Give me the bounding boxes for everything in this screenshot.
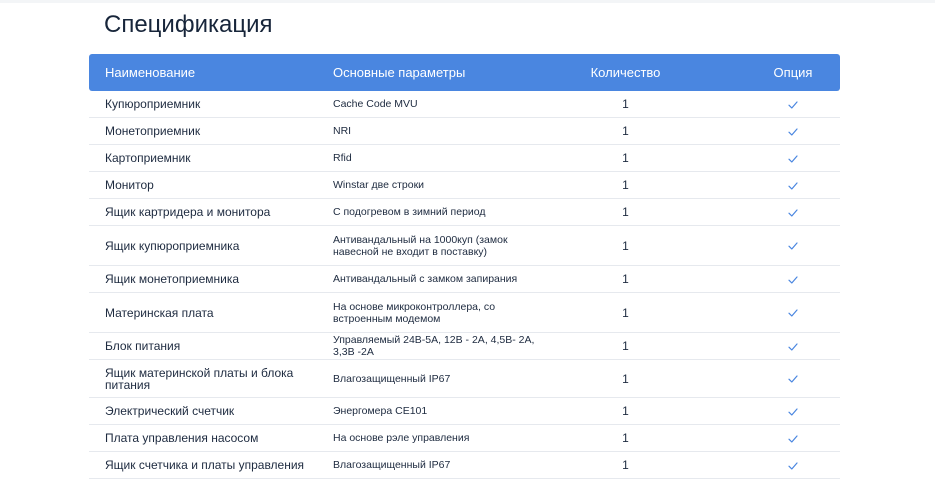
header-qty: Количество <box>590 65 661 80</box>
cell-option <box>696 458 840 472</box>
check-icon <box>788 127 798 137</box>
cell-option <box>696 124 840 138</box>
header-name: Наименование <box>105 65 196 80</box>
spec-table <box>89 54 840 479</box>
cell-option <box>696 372 840 386</box>
cell-params: На основе микроконтроллера, со встроенным модемом <box>333 300 496 325</box>
cell-params: Антивандальный на 1000куп (замок навесной не входит в поставку) <box>333 233 508 258</box>
table-row <box>89 145 840 172</box>
cell-qty: 1 <box>622 205 629 219</box>
check-icon <box>788 154 798 164</box>
cell-option <box>696 306 840 320</box>
table-row <box>89 360 840 398</box>
check-icon <box>788 241 798 251</box>
cell-option <box>696 178 840 192</box>
table-row <box>89 199 840 226</box>
cell-option <box>696 239 840 253</box>
cell-params: Влагозащищенный IP67 <box>333 459 451 471</box>
cell-qty: 1 <box>622 371 629 386</box>
table-row <box>89 172 840 199</box>
table-row <box>89 266 840 293</box>
top-strip <box>0 0 935 3</box>
table-header <box>89 54 840 91</box>
cell-params: Энергомера CE101 <box>333 405 428 417</box>
cell-params: С подогревом в зимний период <box>333 206 486 218</box>
cell-params: На основе рэле управления <box>333 432 470 444</box>
cell-option <box>696 272 840 286</box>
cell-name: Электрический счетчик <box>105 404 235 418</box>
cell-option <box>696 151 840 165</box>
cell-params: Влагозащищенный IP67 <box>333 372 451 385</box>
cell-qty: 1 <box>622 124 629 138</box>
table-row <box>89 91 840 118</box>
cell-qty: 1 <box>622 178 629 192</box>
check-icon <box>788 434 798 444</box>
cell-qty: 1 <box>622 272 629 286</box>
cell-params: Cache Code MVU <box>333 98 418 110</box>
cell-params: Rfid <box>333 152 352 164</box>
table-row <box>89 398 840 425</box>
table-row <box>89 333 840 360</box>
check-icon <box>788 342 798 352</box>
cell-name: Монитор <box>105 178 154 192</box>
cell-name: Ящик монетоприемника <box>105 272 240 286</box>
check-icon <box>788 275 798 285</box>
table-body <box>89 91 840 479</box>
cell-name: Картоприемник <box>105 151 191 165</box>
cell-option <box>696 431 840 445</box>
cell-option <box>696 339 840 353</box>
table-row <box>89 452 840 479</box>
cell-qty: 1 <box>622 151 629 165</box>
cell-params: Антивандальный с замком запирания <box>333 273 518 285</box>
check-icon <box>788 181 798 191</box>
cell-name: Ящик картридера и монитора <box>105 205 271 219</box>
check-icon <box>788 208 798 218</box>
cell-name: Плата управления насосом <box>105 431 259 445</box>
cell-name: Ящик купюроприемника <box>105 238 240 253</box>
cell-name: Ящик материнской платы и блока питания <box>105 365 294 392</box>
cell-qty: 1 <box>622 404 629 418</box>
cell-qty: 1 <box>622 458 629 472</box>
check-icon <box>788 308 798 318</box>
cell-option <box>696 205 840 219</box>
check-icon <box>788 100 798 110</box>
cell-qty: 1 <box>622 97 629 111</box>
cell-name: Монетоприемник <box>105 124 201 138</box>
check-icon <box>788 461 798 471</box>
cell-name: Блок питания <box>105 339 181 353</box>
page-title: Спецификация <box>104 11 273 38</box>
table-row <box>89 425 840 452</box>
cell-qty: 1 <box>622 238 629 253</box>
table-row <box>89 293 840 333</box>
cell-params: NRI <box>333 125 352 137</box>
cell-qty: 1 <box>622 431 629 445</box>
cell-name: Купюроприемник <box>105 97 201 111</box>
check-icon <box>788 374 798 384</box>
cell-qty: 1 <box>622 305 629 320</box>
cell-name: Ящик счетчика и платы управления <box>105 458 305 472</box>
cell-qty: 1 <box>622 339 629 353</box>
header-params: Основные параметры <box>333 65 466 80</box>
header-option: Опция <box>773 65 813 80</box>
cell-params: Управляемый 24В-5А, 12В - 2А, 4,5В- 2А, 3,3В -2А <box>333 334 535 358</box>
cell-params: Winstar две строки <box>333 179 425 191</box>
table-row <box>89 118 840 145</box>
cell-option <box>696 97 840 111</box>
table-row <box>89 226 840 266</box>
cell-option <box>696 404 840 418</box>
cell-name: Материнская плата <box>105 305 214 320</box>
check-icon <box>788 407 798 417</box>
